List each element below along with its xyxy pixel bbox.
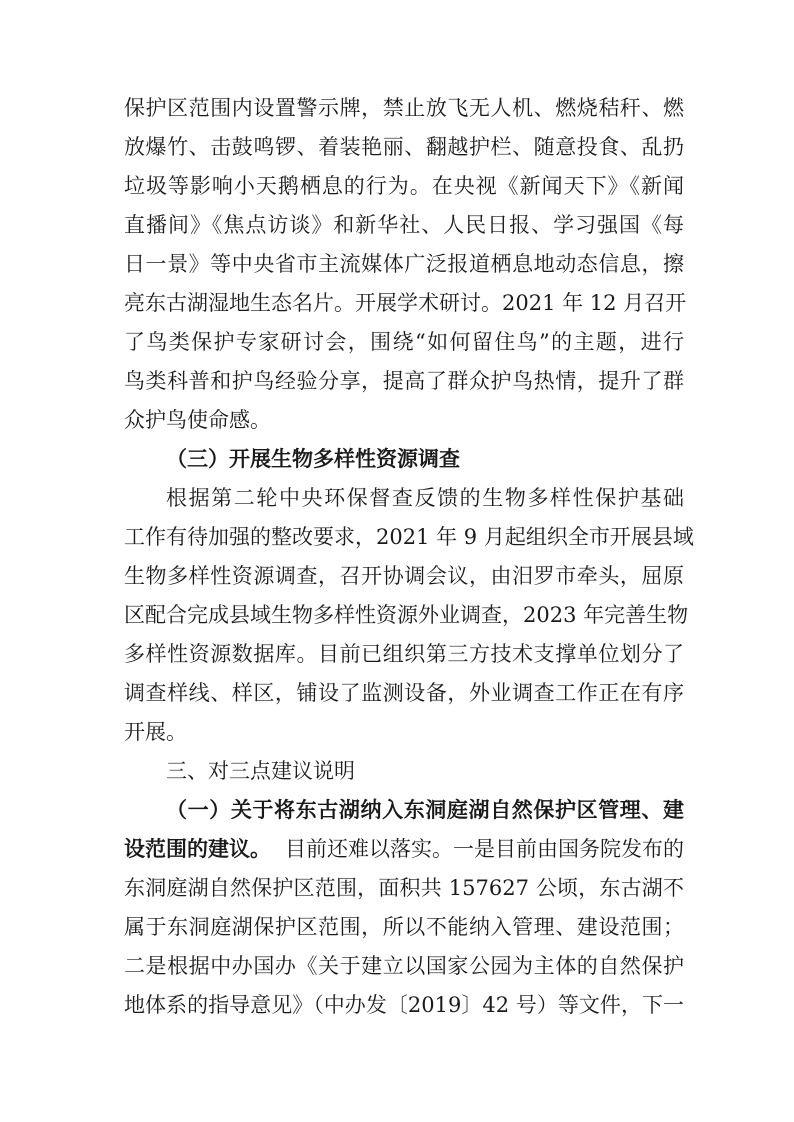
chapter-heading: 三、对三点建议说明 [166,759,355,783]
paragraph-line: 开展。 [124,720,187,744]
paragraph-line: 生物多样性资源调查，召开协调会议，由汨罗市牵头，屈原 [124,564,684,588]
paragraph-line: 保护区范围内设置警示牌，禁止放飞无人机、燃烧秸秆、燃 [124,96,684,120]
paragraph-line: 工作有待加强的整改要求，2021 年 9 月起组织全市开展县域 [124,525,694,549]
section-heading: （三）开展生物多样性资源调查 [166,446,460,471]
paragraph-text: 目前还难以落实。一是目前由国务院发布的 [285,837,684,861]
paragraph-line: 地体系的指导意见》（中办发〔2019〕42 号）等文件，下一 [124,993,684,1017]
paragraph-line: 东洞庭湖自然保护区范围，面积共 157627 公顷，东古湖不 [124,876,684,900]
paragraph-line: 区配合完成县域生物多样性资源外业调查，2023 年完善生物 [124,603,689,627]
subsection-heading-end: 设范围的建议。 [124,836,271,861]
paragraph-line: 调查样线、样区，铺设了监测设备，外业调查工作正在有序 [124,681,684,705]
subsection-heading: （一）关于将东古湖纳入东洞庭湖自然保护区管理、建 [166,797,684,822]
paragraph-line: 鸟类科普和护鸟经验分享，提高了群众护鸟热情，提升了群 [124,369,684,393]
paragraph-line: 放爆竹、击鼓鸣锣、着装艳丽、翻越护栏、随意投食、乱扔 [124,135,684,159]
paragraph-line: 二是根据中办国办《关于建立以国家公园为主体的自然保护 [124,954,684,978]
paragraph-line: 了鸟类保护专家研讨会，围绕“如何留住鸟”的主题，进行 [124,330,684,354]
paragraph-line: 属于东洞庭湖保护区范围，所以不能纳入管理、建设范围； [124,915,684,939]
mixed-line [124,834,684,864]
paragraph-line: 垃圾等影响小天鹅栖息的行为。在央视《新闻天下》《新闻 [124,174,684,198]
paragraph-line: 亮东古湖湿地生态名片。开展学术研讨。2021 年 12 月召开 [124,291,687,315]
paragraph-line: 日一景》等中央省市主流媒体广泛报道栖息地动态信息，擦 [124,252,684,276]
paragraph-line: 根据第二轮中央环保督查反馈的生物多样性保护基础 [166,486,684,510]
paragraph-line: 多样性资源数据库。目前已组织第三方技术支撑单位划分了 [124,642,684,666]
paragraph-line: 直播间》《焦点访谈》和新华社、人民日报、学习强国《每 [124,213,684,237]
paragraph-line: 众护鸟使命感。 [124,408,271,432]
